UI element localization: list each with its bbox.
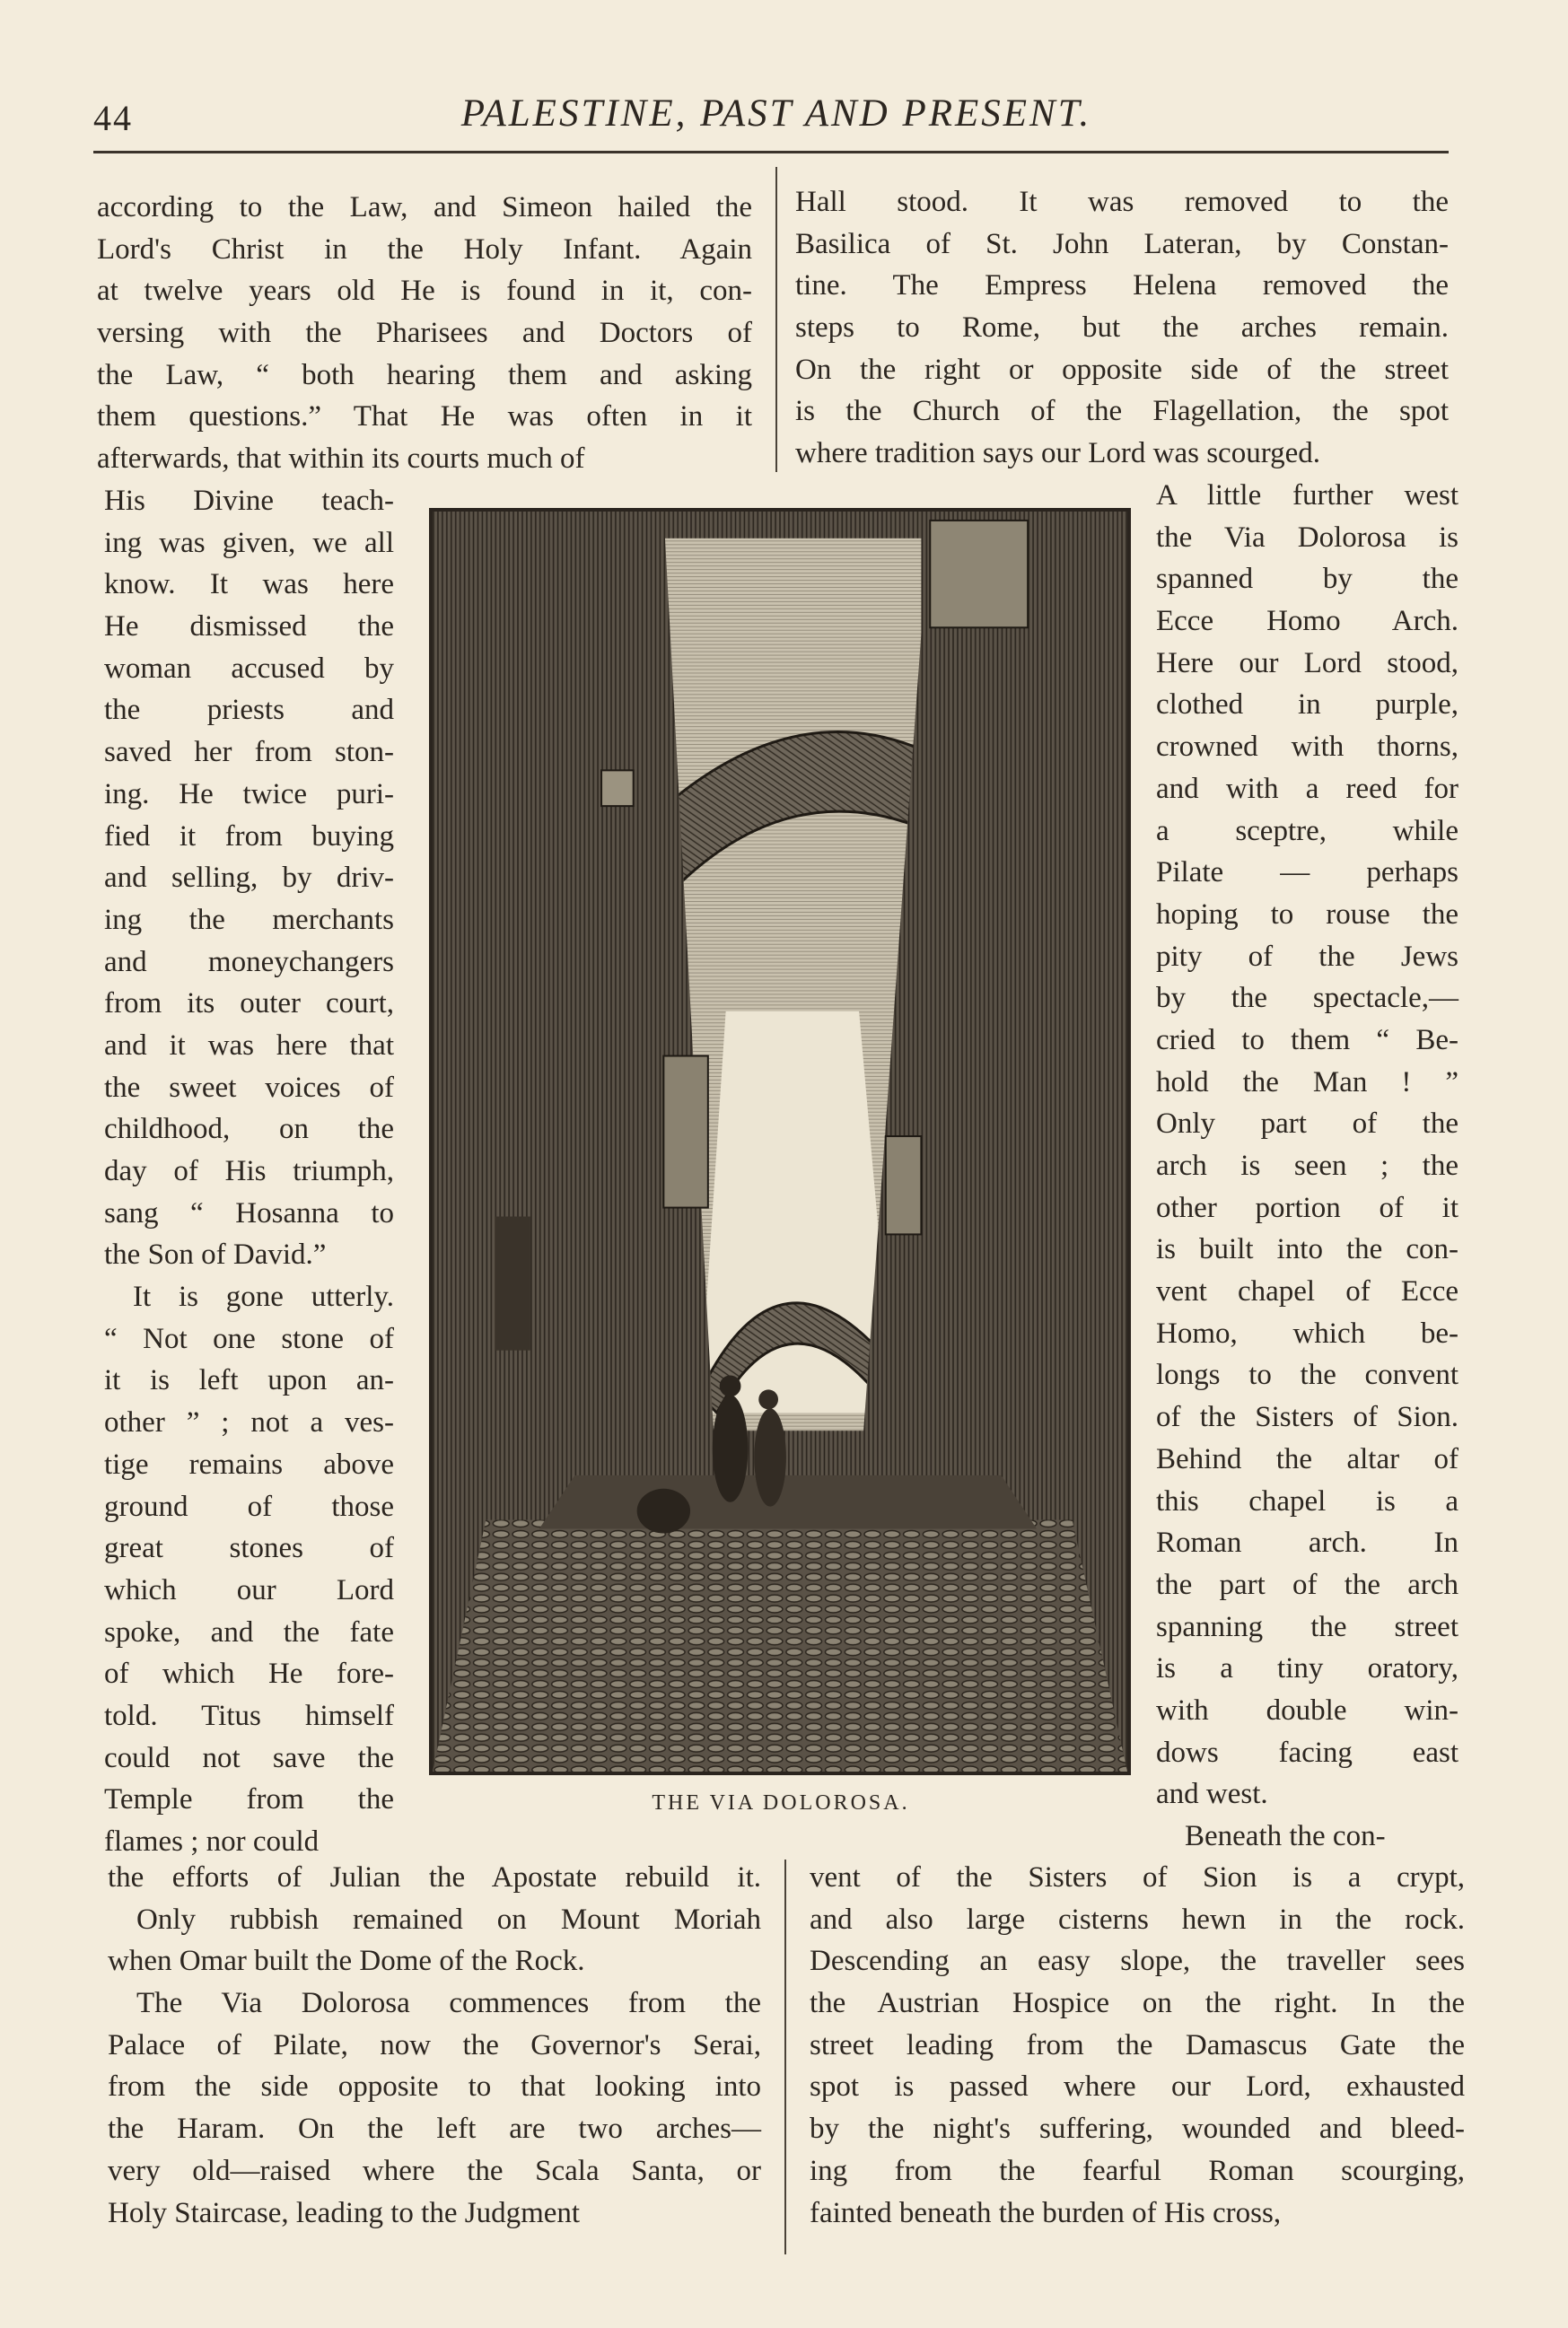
via-dolorosa-engraving	[429, 508, 1131, 1775]
text-line: pity of the Jews	[1156, 940, 1459, 973]
text-line: is the Church of the Flagellation, the spot	[795, 395, 1449, 428]
text-line: it is left upon an-	[104, 1364, 394, 1397]
text-line: from the side opposite to that looking into	[108, 2070, 761, 2104]
text-line: the Austrian Hospice on the right. In the	[810, 1987, 1465, 2020]
text-line: the Via Dolorosa is	[1156, 521, 1459, 554]
text-line: and with a reed for	[1156, 772, 1459, 805]
text-line: crowned with thorns,	[1156, 731, 1459, 764]
text-line: Only rubbish remained on Mount Moriah	[136, 1903, 761, 1936]
text-line: He dismissed the	[104, 610, 394, 643]
text-line: Hall stood. It was removed to the	[795, 186, 1449, 218]
left-column-top	[97, 187, 752, 480]
text-line: Pilate — perhaps	[1156, 856, 1459, 889]
text-line: street leading from the Damascus Gate the	[810, 2028, 1465, 2061]
text-line: clothed in purple,	[1156, 688, 1459, 722]
text-line: where tradition says our Lord was scourged.	[795, 437, 1320, 470]
text-line: ing. He twice puri-	[104, 777, 394, 810]
text-line: tige remains above	[104, 1448, 394, 1481]
text-line: know. It was here	[104, 568, 394, 601]
text-line: “ Not one stone of	[104, 1322, 394, 1355]
text-line: the sweet voices of	[104, 1071, 394, 1104]
text-line: by the night's suffering, wounded and bleed-	[810, 2113, 1465, 2146]
text-line: according to the Law, and Simeon hailed the	[97, 191, 752, 223]
text-line: Ecce Homo Arch.	[1156, 605, 1459, 638]
text-line: ing the merchants	[104, 903, 394, 936]
text-line: saved her from ston-	[104, 736, 394, 769]
text-line: longs to the convent	[1156, 1359, 1459, 1392]
text-line: from its outer court,	[104, 987, 394, 1020]
text-line: day of His triumph,	[104, 1155, 394, 1187]
text-line: Homo, which be-	[1156, 1317, 1459, 1350]
text-line: His Divine teach-	[104, 485, 394, 517]
text-line: arch is seen ; the	[1156, 1150, 1459, 1182]
column-rule-bottom	[784, 1860, 786, 2254]
text-line: which our Lord	[104, 1573, 394, 1606]
text-line: versing with the Pharisees and Doctors of	[97, 317, 752, 350]
text-line: fainted beneath the burden of His cross,	[810, 2196, 1282, 2229]
text-line: is a tiny oratory,	[1156, 1652, 1459, 1685]
text-line: flames ; nor could	[104, 1825, 320, 1858]
header-rule	[93, 151, 1449, 153]
text-line: spanned by the	[1156, 563, 1459, 596]
right-column-narrow	[1156, 475, 1459, 1858]
text-line: tine. The Empress Helena removed the	[795, 269, 1449, 302]
text-line: a sceptre, while	[1156, 814, 1459, 847]
text-line: hold the Man ! ”	[1156, 1065, 1459, 1098]
text-line: could not save the	[104, 1741, 394, 1774]
text-line: other ” ; not a ves-	[104, 1406, 394, 1440]
text-line: The Via Dolorosa commences from the	[136, 1987, 761, 2020]
text-line: Beneath the con-	[1185, 1820, 1386, 1852]
text-line: vent chapel of Ecce	[1156, 1275, 1459, 1308]
text-line: Temple from the	[104, 1783, 394, 1816]
text-line: with double win-	[1156, 1693, 1459, 1727]
left-column-bottom	[108, 1857, 761, 2234]
text-line: the Law, “ both hearing them and asking	[97, 358, 752, 391]
text-line: Here our Lord stood,	[1156, 646, 1459, 679]
text-line: and it was here that	[104, 1028, 394, 1062]
right-column-top	[795, 181, 1449, 475]
text-line: other portion of it	[1156, 1191, 1459, 1224]
text-line: It is gone utterly.	[133, 1281, 394, 1314]
text-line: very old—raised where the Scala Santa, or	[108, 2154, 761, 2187]
text-line: the Haram. On the left are two arches—	[108, 2113, 761, 2146]
text-line: is built into the con-	[1156, 1233, 1459, 1266]
text-line: ing from the fearful Roman scourging,	[810, 2154, 1465, 2187]
text-line: the efforts of Julian the Apostate rebuild it.	[108, 1861, 761, 1894]
text-line: cried to them “ Be-	[1156, 1023, 1459, 1056]
text-line: Descending an easy slope, the traveller sees	[810, 1945, 1465, 1978]
running-head: PALESTINE, PAST AND PRESENT.	[460, 92, 1092, 135]
column-rule-top	[775, 167, 777, 472]
text-line: the part of the arch	[1156, 1568, 1459, 1601]
text-line: Only part of the	[1156, 1107, 1459, 1141]
text-line: hoping to rouse the	[1156, 897, 1459, 931]
text-line: of the Sisters of Sion.	[1156, 1401, 1459, 1434]
text-line: and moneychangers	[104, 945, 394, 978]
text-line: and selling, by driv-	[104, 862, 394, 895]
text-line: spot is passed where our Lord, exhausted	[810, 2070, 1465, 2104]
text-line: sang “ Hosanna to	[104, 1196, 394, 1230]
text-line: On the right or opposite side of the street	[795, 353, 1449, 386]
text-line: fied it from buying	[104, 819, 394, 853]
text-line: A little further west	[1156, 479, 1459, 512]
text-line: told. Titus himself	[104, 1699, 394, 1732]
text-line: woman accused by	[104, 652, 394, 685]
left-column-narrow	[104, 480, 394, 1863]
text-line: ground of those	[104, 1490, 394, 1523]
text-line: dows facing east	[1156, 1736, 1459, 1769]
text-line: Behind the altar of	[1156, 1442, 1459, 1475]
text-line: great stones of	[104, 1532, 394, 1565]
text-line: steps to Rome, but the arches remain.	[795, 311, 1449, 345]
page-number: 44	[93, 98, 133, 138]
text-line: afterwards, that within its courts much of	[97, 442, 585, 476]
text-line: and west.	[1156, 1778, 1268, 1811]
text-line: childhood, on the	[104, 1113, 394, 1146]
text-line: vent of the Sisters of Sion is a crypt,	[810, 1861, 1465, 1894]
text-line: spoke, and the fate	[104, 1615, 394, 1649]
text-line: this chapel is a	[1156, 1484, 1459, 1518]
text-line: Palace of Pilate, now the Governor's Serai,	[108, 2028, 761, 2061]
right-column-bottom	[810, 1857, 1465, 2234]
text-line: at twelve years old He is found in it, con-	[97, 275, 752, 308]
text-line: of which He fore-	[104, 1658, 394, 1691]
text-line: them questions.” That He was often in it	[97, 400, 752, 433]
text-line: ing was given, we all	[104, 526, 394, 559]
text-line: the Son of David.”	[104, 1238, 327, 1272]
figure-caption: THE VIA DOLOROSA.	[652, 1791, 910, 1815]
text-line: Basilica of St. John Lateran, by Constan-	[795, 227, 1449, 260]
text-line: spanning the street	[1156, 1610, 1459, 1643]
text-line: by the spectacle,—	[1156, 982, 1459, 1015]
text-line: the priests and	[104, 694, 394, 727]
text-line: when Omar built the Dome of the Rock.	[108, 1945, 585, 1978]
text-line: Holy Staircase, leading to the Judgment	[108, 2196, 581, 2229]
text-line: Roman arch. In	[1156, 1527, 1459, 1560]
text-line: and also large cisterns hewn in the rock.	[810, 1903, 1465, 1936]
text-line: Lord's Christ in the Holy Infant. Again	[97, 232, 752, 266]
